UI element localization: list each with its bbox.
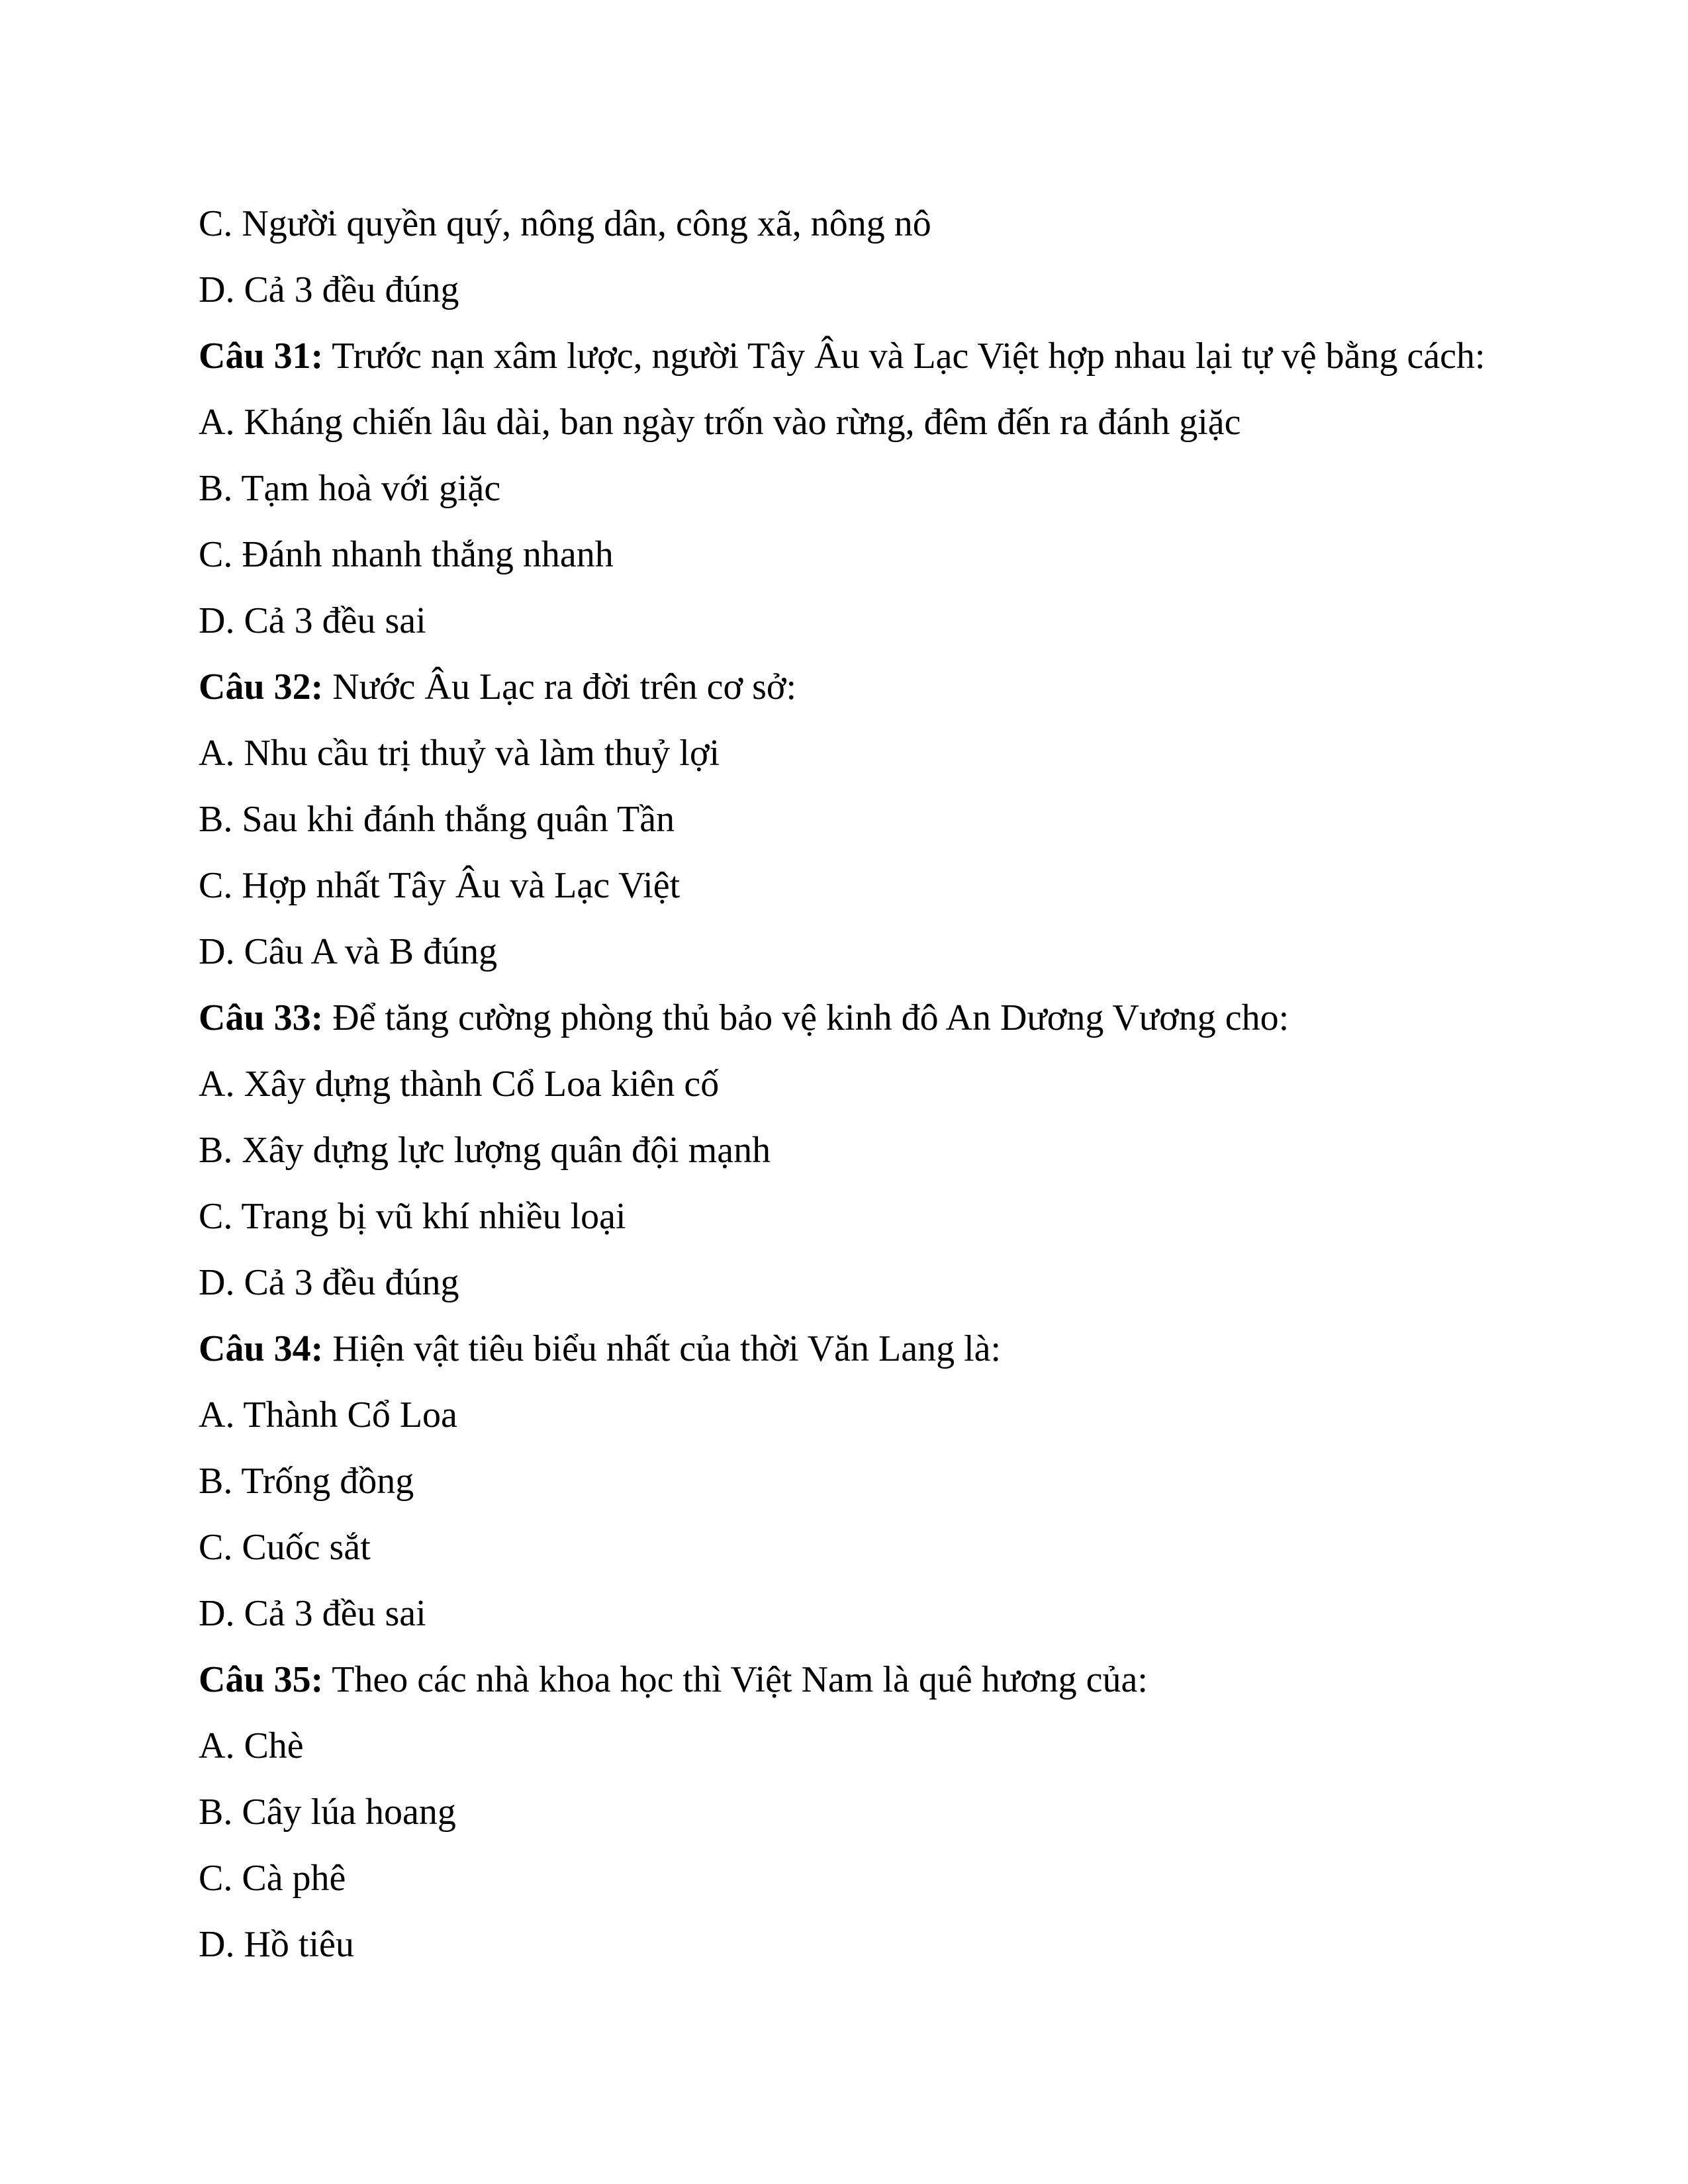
question-32-option-c: C. Hợp nhất Tây Âu và Lạc Việt [199, 865, 680, 906]
question-32-option-d: D. Câu A và B đúng [199, 931, 498, 972]
question-33-option-b: B. Xây dựng lực lượng quân đội mạnh [199, 1130, 771, 1171]
question-35-option-a: A. Chè [199, 1725, 304, 1766]
prelude-option-d: D. Cả 3 đều đúng [199, 269, 459, 310]
question-35-text: Theo các nhà khoa học thì Việt Nam là quê hương của: [323, 1659, 1148, 1700]
prelude-option-c: C. Người quyền quý, nông dân, công xã, nông nô [199, 203, 931, 244]
question-35-option-d: D. Hồ tiêu [199, 1924, 354, 1965]
question-32-option-b: B. Sau khi đánh thắng quân Tần [199, 799, 675, 840]
question-35 [199, 1647, 1523, 1713]
question-31-label: Câu 31: [199, 336, 324, 377]
question-33 [199, 985, 1523, 1051]
question-33-option-d: D. Cả 3 đều đúng [199, 1262, 459, 1303]
question-33-text: Để tăng cường phòng thủ bảo vệ kinh đô An Dương Vương cho: [323, 997, 1289, 1038]
question-32-label: Câu 32: [199, 666, 324, 707]
question-34-option-c: C. Cuốc sắt [199, 1527, 371, 1568]
question-31-text: Trước nạn xâm lược, người Tây Âu và Lạc Việt hợp nhau lại tự vệ bằng cách: [323, 336, 1485, 377]
question-34 [199, 1316, 1523, 1382]
question-35-option-b: B. Cây lúa hoang [199, 1792, 456, 1833]
question-33-option-a: A. Xây dựng thành Cổ Loa kiên cố [199, 1064, 720, 1105]
question-34-text: Hiện vật tiêu biểu nhất của thời Văn Lang là: [323, 1328, 1002, 1369]
question-34-label: Câu 34: [199, 1328, 324, 1369]
question-35-label: Câu 35: [199, 1659, 324, 1700]
question-35-option-c: C. Cà phê [199, 1858, 346, 1899]
question-34-option-b: B. Trống đồng [199, 1461, 414, 1502]
question-31-option-b: B. Tạm hoà với giặc [199, 468, 501, 509]
question-33-label: Câu 33: [199, 997, 324, 1038]
question-32 [199, 654, 1523, 720]
question-31-option-d: D. Cả 3 đều sai [199, 600, 426, 641]
question-31 [199, 323, 1523, 389]
question-32-option-a: A. Nhu cầu trị thuỷ và làm thuỷ lợi [199, 733, 720, 774]
document-content [199, 191, 1523, 1978]
question-34-option-d: D. Cả 3 đều sai [199, 1593, 426, 1634]
question-33-option-c: C. Trang bị vũ khí nhiều loại [199, 1196, 626, 1237]
question-31-option-a: A. Kháng chiến lâu dài, ban ngày trốn vào rừng, đêm đến ra đánh giặc [199, 402, 1241, 443]
question-31-option-c: C. Đánh nhanh thắng nhanh [199, 534, 614, 575]
question-32-text: Nước Âu Lạc ra đời trên cơ sở: [323, 666, 797, 707]
question-34-option-a: A. Thành Cổ Loa [199, 1394, 457, 1435]
